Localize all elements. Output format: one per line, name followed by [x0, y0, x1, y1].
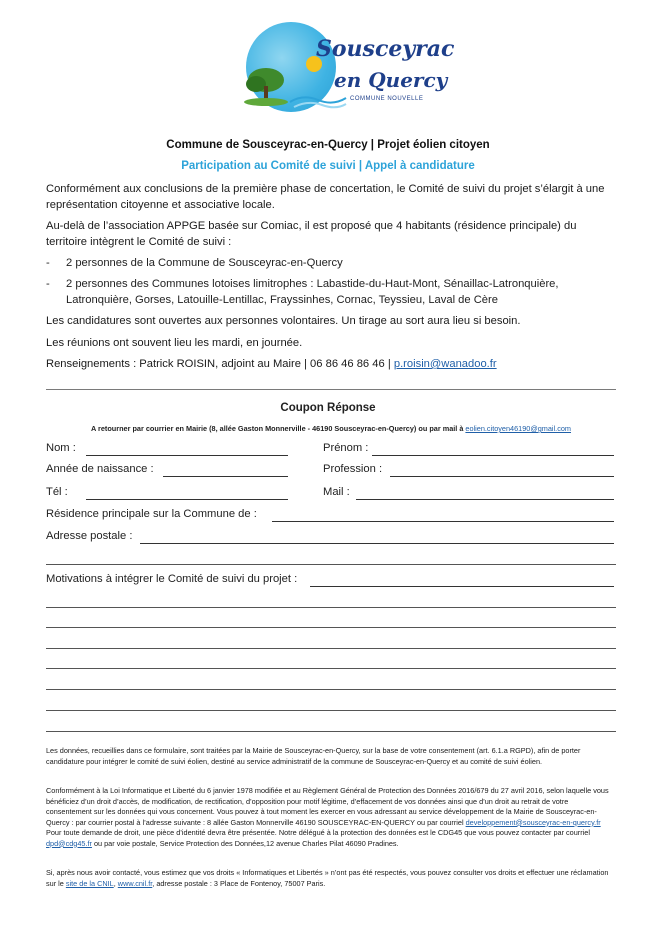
- motivations-line[interactable]: [46, 689, 616, 690]
- bullet-dash: -: [46, 257, 50, 269]
- contact-line: [46, 356, 616, 372]
- logo-title: Sousceyrac: [316, 36, 455, 62]
- return-instructions: [46, 424, 616, 433]
- intro-paragraph-1: Conformément aux conclusions de la première phase de concertation, le Comité de suivi du projet s’élargit à une représentation citoyenne et associative locale.: [46, 183, 605, 211]
- logo-tagline: COMMUNE NOUVELLE: [350, 96, 424, 102]
- nom-label: Nom :: [46, 442, 76, 454]
- motivations-line[interactable]: [46, 710, 616, 711]
- dpd-email-link[interactable]: dpd@cdg45.fr: [46, 838, 92, 848]
- contact-text: Renseignements : Patrick ROISIN, adjoint au Maire | 06 86 46 86 46 |: [46, 358, 394, 370]
- return-text: A retourner par courrier en Mairie (8, allée Gaston Monnerville - 46190 Sousceyrac-en-Quercy) ou par mail à: [90, 424, 466, 433]
- adresse-field-line-2[interactable]: [46, 564, 616, 565]
- motivations-line[interactable]: [46, 607, 616, 608]
- motivations-line[interactable]: [46, 627, 616, 628]
- prenom-field[interactable]: [372, 455, 614, 456]
- adresse-field[interactable]: [140, 543, 614, 544]
- legal-text: ,: [113, 878, 118, 888]
- legal-text: , adresse postale : 3 Place de Fontenoy, 75007 Paris.: [152, 878, 326, 888]
- mail-field[interactable]: [356, 499, 614, 500]
- adresse-label: Adresse postale :: [46, 530, 133, 542]
- prenom-label: Prénom :: [323, 442, 369, 454]
- legal-paragraph-3: [46, 868, 616, 889]
- tel-field[interactable]: [86, 499, 288, 500]
- mail-label: Mail :: [323, 486, 350, 498]
- bullet-dash: -: [46, 278, 50, 290]
- cnil-site-link[interactable]: site de la CNIL: [65, 878, 114, 888]
- legal-paragraph-1: Les données, recueillies dans ce formulaire, sont traitées par la Mairie de Sousceyrac-en-Quercy, sur la base de votre consentement (art. 6.1.a RGPD), afin de porter candidature pour intégrer le comité de suivi éolien, destiné au service administratif de la commune de Sousceyrac-en-Quercy et au comité de suivi éolien.: [46, 746, 581, 766]
- nom-field[interactable]: [86, 455, 288, 456]
- document-title: Commune de Sousceyrac-en-Quercy | Projet éolien citoyen: [166, 139, 490, 151]
- tel-label: Tél :: [46, 486, 68, 498]
- bullet-text: 2 personnes des Communes lotoises limitrophes : Labastide-du-Haut-Mont, Sénaillac-Latronquière, Latronquière, Gorses, Latouille-Lentillac, Frayssinhes, Cornac, Teyssieu, Laval de Cère: [66, 278, 559, 306]
- intro-paragraph-4: Les réunions ont souvent lieu les mardi, en journée.: [46, 337, 303, 349]
- legal-text: Conformément à la Loi Informatique et Liberté du 6 janvier 1978 modifiée et au Règlement Général de Protection des Données 2016/679 du 27 avril 2016, selon laquelle vous bénéficiez d’un droit d’accès, de modification, de rectification, d’opposition pour motif légitime, d’effacement de vos données ainsi que d’un droit au retrait de votre consentement sur les données qui vous concernent. Vous pouvez à tout moment les exercer en vous adressant au service développement de la Mairie de Sousceyrac-en-Quercy : par courrier postal à l’adresse suivante : 8 allée Gaston Monnerville 46190 SOUSCEYRAC-EN-QUERCY ou par courriel: [46, 786, 609, 827]
- profession-field[interactable]: [390, 476, 614, 477]
- annee-label: Année de naissance :: [46, 463, 154, 475]
- contact-email-link[interactable]: p.roisin@wanadoo.fr: [393, 358, 497, 370]
- bullet-text: 2 personnes de la Commune de Sousceyrac-en-Quercy: [66, 257, 343, 269]
- commune-logo: [238, 16, 455, 116]
- legal-text: Si, après nous avoir contacté, vous estimez que vos droits « Informatiques et Libertés » n’ont pas été respectés, vous pouvez consulter vos droits et effectuer une réclamation sur le: [46, 868, 609, 888]
- residence-field[interactable]: [272, 521, 614, 522]
- residence-label: Résidence principale sur la Commune de :: [46, 508, 257, 520]
- motivations-label: Motivations à intégrer le Comité de suivi du projet :: [46, 573, 298, 585]
- return-email-link[interactable]: eolien.citoyen46190@gmail.com: [465, 424, 571, 433]
- profession-label: Profession :: [323, 463, 383, 475]
- motivations-field[interactable]: [310, 586, 614, 587]
- motivations-line[interactable]: [46, 648, 616, 649]
- developpement-email-link[interactable]: developpement@sousceyrac-en-quercy.fr: [465, 817, 601, 827]
- section-divider: [46, 389, 616, 390]
- annee-field[interactable]: [163, 476, 288, 477]
- logo-subtitle: en Quercy: [334, 68, 448, 92]
- document-subtitle: Participation au Comité de suivi | Appel à candidature: [181, 160, 475, 172]
- legal-paragraph-2: [46, 786, 616, 849]
- intro-paragraph-2: Au-delà de l’association APPGE basée sur Comiac, il est proposé que 4 habitants (résidence principale) du territoire intègrent le Comité de suivi :: [46, 220, 577, 248]
- coupon-title: Coupon Réponse: [280, 402, 376, 414]
- legal-text: Pour toute demande de droit, une pièce d’identité devra être présentée. Notre délégué à la protection des données est le CDG45 que vous pouvez contacter par courriel: [46, 828, 590, 837]
- motivations-line[interactable]: [46, 731, 616, 732]
- legal-text: ou par voie postale, Service Protection des Données,12 avenue Charles Pilat 46090 Pradines.: [91, 838, 399, 848]
- cnil-url-link[interactable]: www.cnil.fr: [117, 878, 153, 888]
- tree-icon: [242, 66, 290, 106]
- motivations-line[interactable]: [46, 668, 616, 669]
- intro-paragraph-3: Les candidatures sont ouvertes aux personnes volontaires. Un tirage au sort aura lieu si besoin.: [46, 315, 521, 327]
- wind-wave-icon: [288, 90, 348, 110]
